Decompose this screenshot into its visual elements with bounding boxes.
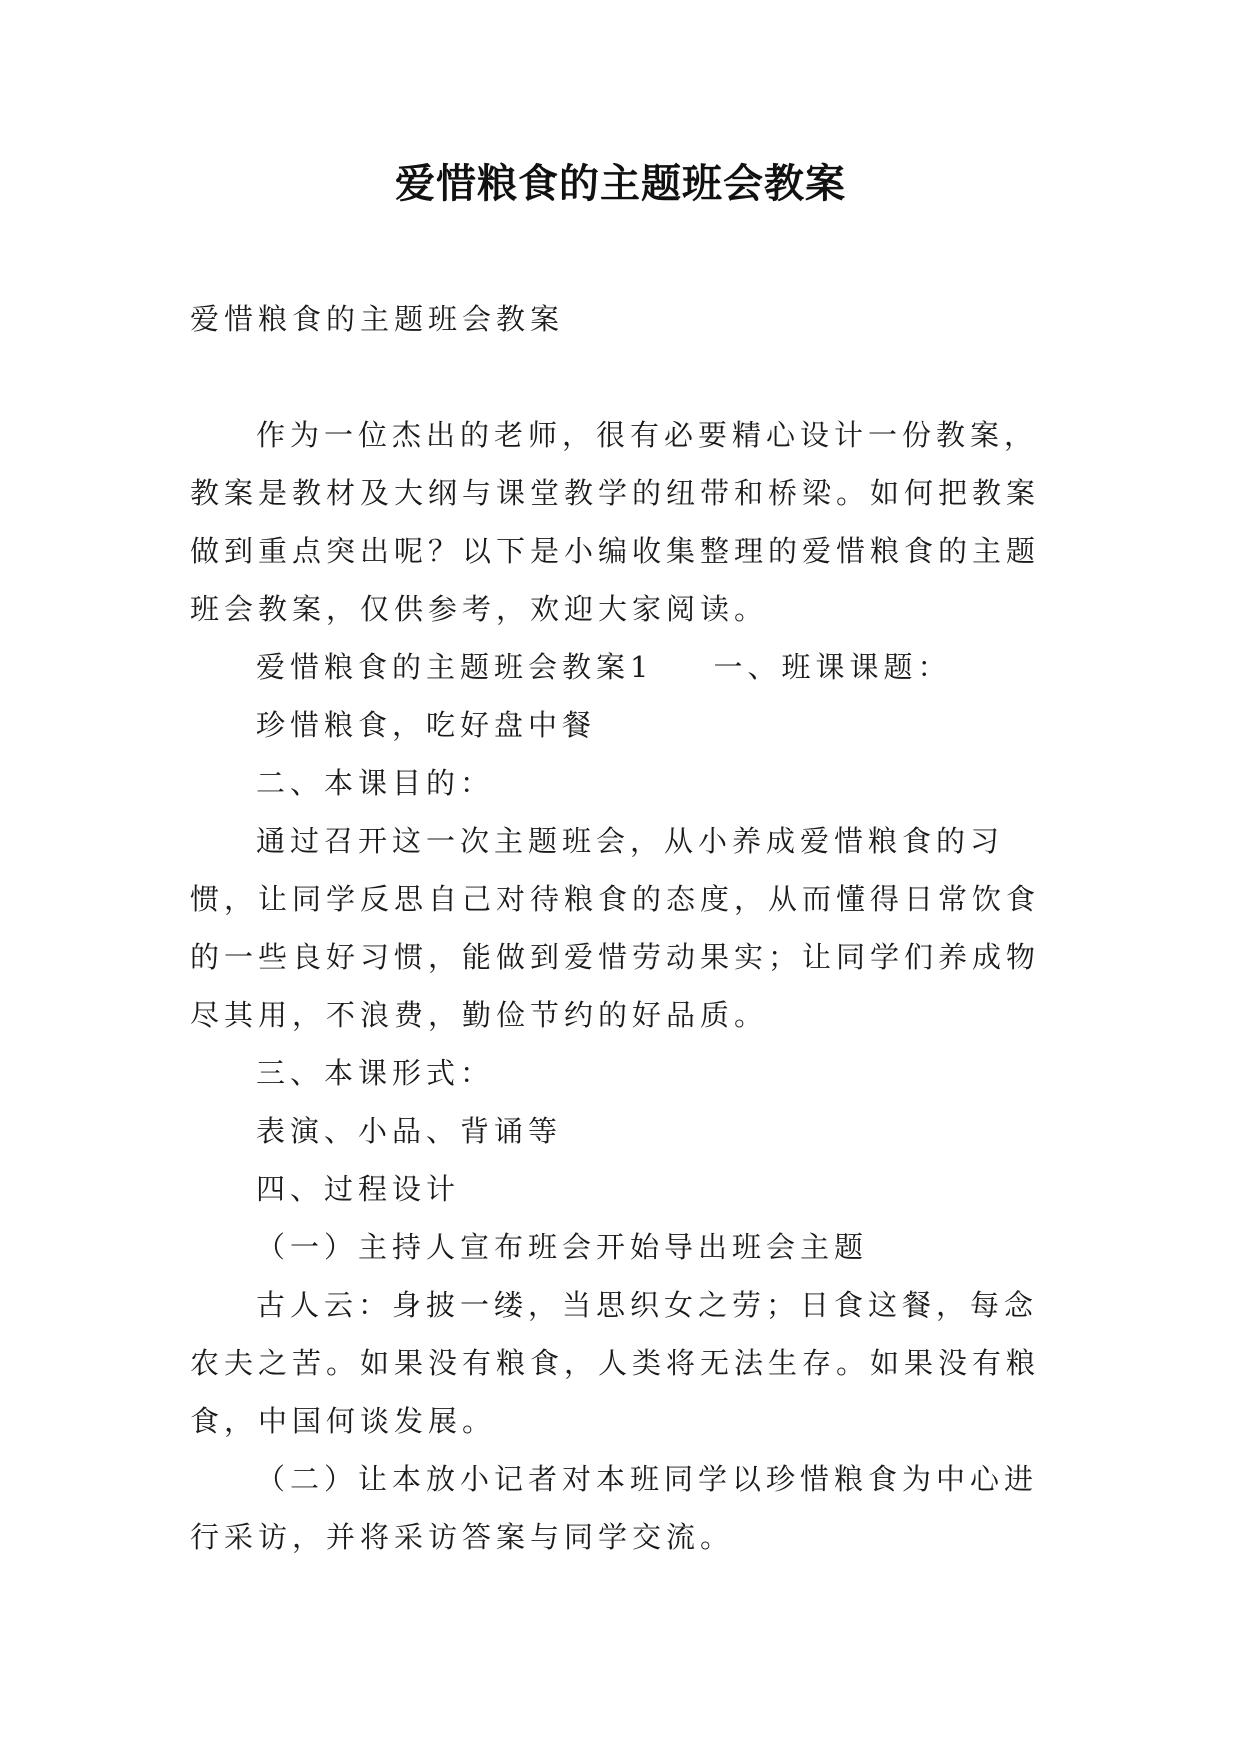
section2-body: 通过召开这一次主题班会，从小养成爱惜粮食的习惯，让同学反思自己对待粮食的态度，从而懂得日常饮食的一些良好习惯，能做到爱惜劳动果实；让同学们养成物尽其用，不浪费，勤俭节约的好品质。 bbox=[190, 824, 1041, 1032]
document-subtitle: 爱惜粮食的主题班会教案 bbox=[190, 302, 565, 336]
step2-body: （二）让本放小记者对本班同学以珍惜粮食为中心进行采访，并将采访答案与同学交流。 bbox=[190, 1462, 1039, 1554]
step1-heading: （一）主持人宣布班会开始导出班会主题 bbox=[256, 1230, 869, 1264]
step1-body: 古人云：身披一缕，当思织女之劳；日食这餐，每念农夫之苦。如果没有粮食，人类将无法生存。如果没有粮食，中国何谈发展。 bbox=[190, 1288, 1041, 1438]
lesson-heading: 爱惜粮食的主题班会教案1 bbox=[256, 650, 654, 684]
section3-heading: 三、本课形式： bbox=[256, 1056, 495, 1090]
section1-heading: 一、班课课题： bbox=[713, 650, 952, 684]
section4-heading: 四、过程设计 bbox=[256, 1172, 461, 1206]
section2-heading: 二、本课目的： bbox=[256, 766, 495, 800]
document-title: 爱惜粮食的主题班会教案 bbox=[395, 160, 846, 207]
section3-body: 表演、小品、背诵等 bbox=[256, 1114, 563, 1148]
section1-body: 珍惜粮食，吃好盘中餐 bbox=[256, 708, 597, 742]
lesson-heading-line bbox=[190, 638, 1070, 696]
document-body bbox=[190, 290, 1070, 1566]
intro-paragraph: 作为一位杰出的老师，很有必要精心设计一份教案，教案是教材及大纲与课堂教学的纽带和桥梁。如何把教案做到重点突出呢？以下是小编收集整理的爱惜粮食的主题班会教案，仅供参考，欢迎大家阅读。 bbox=[190, 418, 1041, 626]
